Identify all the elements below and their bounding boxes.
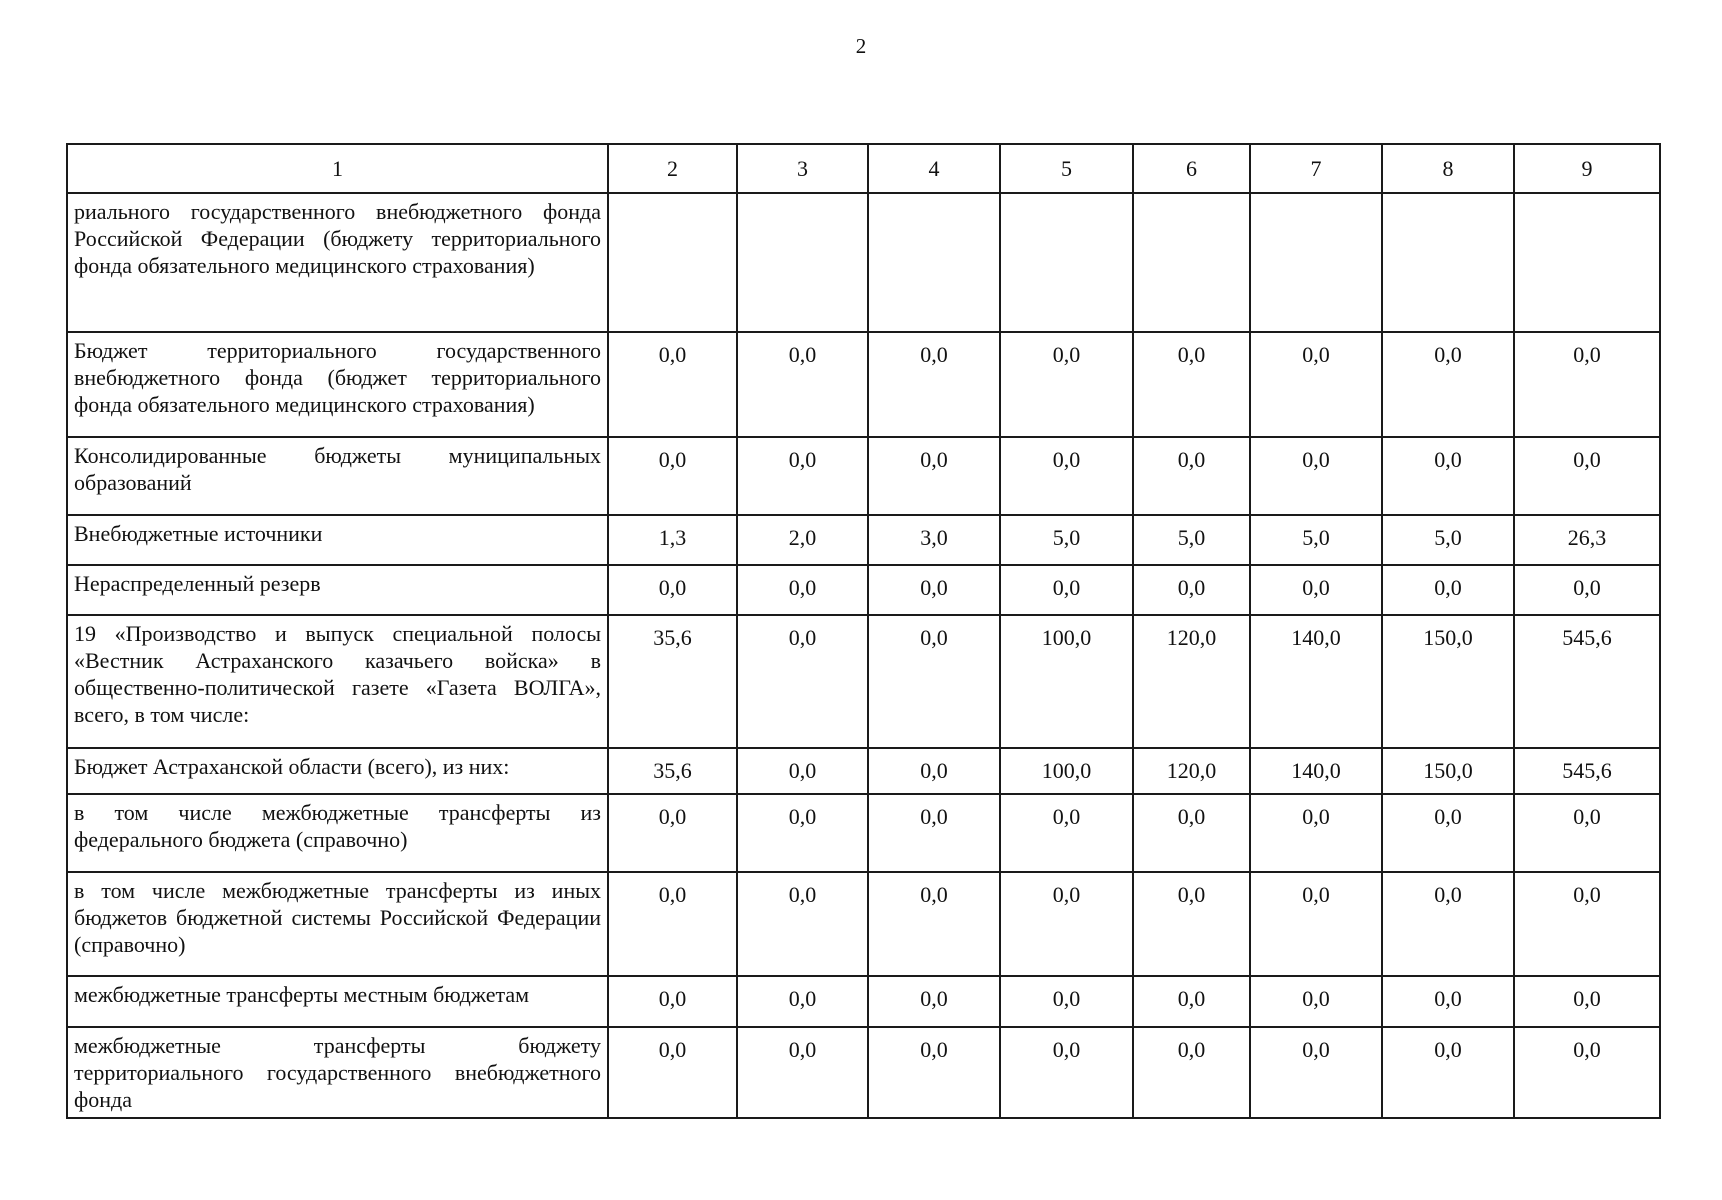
- table-cell: 35,6: [608, 615, 737, 748]
- row-label: Бюджет территориального государственного внебюджетного фонда (бюджет территориального фонда обязательного медицинского страхования): [67, 332, 608, 437]
- table-cell: 0,0: [1382, 437, 1514, 515]
- table-cell: [1514, 193, 1660, 332]
- table-cell: 0,0: [737, 437, 868, 515]
- row-label: Консолидированные бюджеты муниципальных образований: [67, 437, 608, 515]
- row-label: в том числе межбюджетные трансферты из федерального бюджета (справочно): [67, 794, 608, 872]
- table-cell: 0,0: [1000, 794, 1133, 872]
- row-label: межбюджетные трансферты бюджету территориального государственного внебюджетного фонда: [67, 1027, 608, 1118]
- column-header: 8: [1382, 144, 1514, 193]
- table-cell: 0,0: [868, 615, 1000, 748]
- table-cell: 0,0: [1514, 565, 1660, 615]
- row-label: в том числе межбюджетные трансферты из иных бюджетов бюджетной системы Российской Федерации (справочно): [67, 872, 608, 976]
- column-header: 4: [868, 144, 1000, 193]
- table-cell: 0,0: [1000, 437, 1133, 515]
- table-row: [67, 748, 1660, 794]
- column-header: 1: [67, 144, 608, 193]
- table-cell: 5,0: [1133, 515, 1250, 565]
- row-label: межбюджетные трансферты местным бюджетам: [67, 976, 608, 1027]
- table-row: [67, 437, 1660, 515]
- table-cell: 120,0: [1133, 615, 1250, 748]
- table-cell: 140,0: [1250, 615, 1382, 748]
- table-cell: 0,0: [1382, 332, 1514, 437]
- table-cell: 0,0: [737, 976, 868, 1027]
- table-cell: 100,0: [1000, 748, 1133, 794]
- row-label: Бюджет Астраханской области (всего), из них:: [67, 748, 608, 794]
- table-cell: 5,0: [1000, 515, 1133, 565]
- table-cell: 545,6: [1514, 615, 1660, 748]
- table-cell: 3,0: [868, 515, 1000, 565]
- table-cell: [1250, 193, 1382, 332]
- table-cell: 0,0: [868, 748, 1000, 794]
- table-cell: 0,0: [868, 976, 1000, 1027]
- column-header: 5: [1000, 144, 1133, 193]
- budget-table: [66, 143, 1661, 1119]
- table-cell: 100,0: [1000, 615, 1133, 748]
- table-cell: 0,0: [737, 1027, 868, 1118]
- table-cell: 0,0: [737, 565, 868, 615]
- table-cell: 0,0: [1250, 437, 1382, 515]
- table-cell: [608, 193, 737, 332]
- table-cell: 0,0: [868, 437, 1000, 515]
- table-cell: 0,0: [608, 437, 737, 515]
- row-label: Нераспределенный резерв: [67, 565, 608, 615]
- table-cell: 0,0: [1250, 872, 1382, 976]
- table-cell: 0,0: [1000, 1027, 1133, 1118]
- table-cell: 0,0: [737, 748, 868, 794]
- table-cell: 0,0: [1250, 332, 1382, 437]
- table-row: [67, 1027, 1660, 1118]
- table-cell: 0,0: [868, 332, 1000, 437]
- table-cell: 0,0: [1000, 872, 1133, 976]
- table-cell: 0,0: [608, 976, 737, 1027]
- table-cell: 0,0: [1514, 437, 1660, 515]
- table-row: [67, 872, 1660, 976]
- column-header: 2: [608, 144, 737, 193]
- table-cell: 35,6: [608, 748, 737, 794]
- table-cell: 0,0: [608, 1027, 737, 1118]
- table-cell: 0,0: [737, 332, 868, 437]
- table-cell: 0,0: [1000, 565, 1133, 615]
- table-cell: 0,0: [868, 565, 1000, 615]
- table-cell: 0,0: [868, 1027, 1000, 1118]
- table-cell: 0,0: [1250, 565, 1382, 615]
- table-header-row: [67, 144, 1660, 193]
- table-cell: 0,0: [1133, 1027, 1250, 1118]
- page-number: 2: [855, 34, 867, 58]
- table-row: [67, 615, 1660, 748]
- table-row: [67, 794, 1660, 872]
- table-cell: 0,0: [1133, 794, 1250, 872]
- table-cell: 0,0: [1382, 1027, 1514, 1118]
- table-row: [67, 565, 1660, 615]
- table-row: [67, 976, 1660, 1027]
- row-label: риального государственного внебюджетного фонда Российской Федерации (бюджету территориального фонда обязательного медицинского страхования): [67, 193, 608, 332]
- table-cell: 0,0: [868, 794, 1000, 872]
- table-cell: 0,0: [1133, 976, 1250, 1027]
- table-cell: 0,0: [1514, 1027, 1660, 1118]
- table-cell: 0,0: [1133, 437, 1250, 515]
- table-cell: 2,0: [737, 515, 868, 565]
- column-header: 7: [1250, 144, 1382, 193]
- column-header: 6: [1133, 144, 1250, 193]
- table-cell: 0,0: [608, 565, 737, 615]
- table-row: [67, 193, 1660, 332]
- table-cell: 5,0: [1250, 515, 1382, 565]
- table-cell: 0,0: [1133, 872, 1250, 976]
- table-cell: 150,0: [1382, 615, 1514, 748]
- table-cell: 1,3: [608, 515, 737, 565]
- table-cell: 0,0: [608, 332, 737, 437]
- table-cell: 0,0: [1514, 976, 1660, 1027]
- column-header: 9: [1514, 144, 1660, 193]
- table-cell: 0,0: [1514, 332, 1660, 437]
- table-cell: 545,6: [1514, 748, 1660, 794]
- table-cell: 0,0: [1000, 332, 1133, 437]
- table-cell: 0,0: [1133, 332, 1250, 437]
- column-header: 3: [737, 144, 868, 193]
- table-cell: 0,0: [1250, 976, 1382, 1027]
- table-cell: [1133, 193, 1250, 332]
- table-cell: [868, 193, 1000, 332]
- table-cell: 0,0: [608, 794, 737, 872]
- table-cell: 0,0: [608, 872, 737, 976]
- table-cell: [1382, 193, 1514, 332]
- table-cell: 0,0: [1250, 794, 1382, 872]
- table-cell: 0,0: [1382, 794, 1514, 872]
- table-cell: 120,0: [1133, 748, 1250, 794]
- table-cell: [1000, 193, 1133, 332]
- row-label: 19 «Производство и выпуск специальной полосы «Вестник Астраханского казачьего войска» в общественно-политической газете «Газета ВОЛГА», всего, в том числе:: [67, 615, 608, 748]
- table-cell: 0,0: [1514, 794, 1660, 872]
- table-cell: 5,0: [1382, 515, 1514, 565]
- table-row: [67, 515, 1660, 565]
- table-cell: 150,0: [1382, 748, 1514, 794]
- table-cell: 0,0: [737, 615, 868, 748]
- table-cell: 0,0: [1382, 565, 1514, 615]
- table-cell: 0,0: [1514, 872, 1660, 976]
- table-cell: 0,0: [1250, 1027, 1382, 1118]
- table-cell: [737, 193, 868, 332]
- table-row: [67, 332, 1660, 437]
- table-cell: 0,0: [1133, 565, 1250, 615]
- table-cell: 0,0: [1382, 872, 1514, 976]
- table-cell: 0,0: [868, 872, 1000, 976]
- table-cell: 0,0: [1382, 976, 1514, 1027]
- table-cell: 26,3: [1514, 515, 1660, 565]
- table-cell: 0,0: [737, 872, 868, 976]
- table-cell: 140,0: [1250, 748, 1382, 794]
- table-cell: 0,0: [737, 794, 868, 872]
- row-label: Внебюджетные источники: [67, 515, 608, 565]
- table-cell: 0,0: [1000, 976, 1133, 1027]
